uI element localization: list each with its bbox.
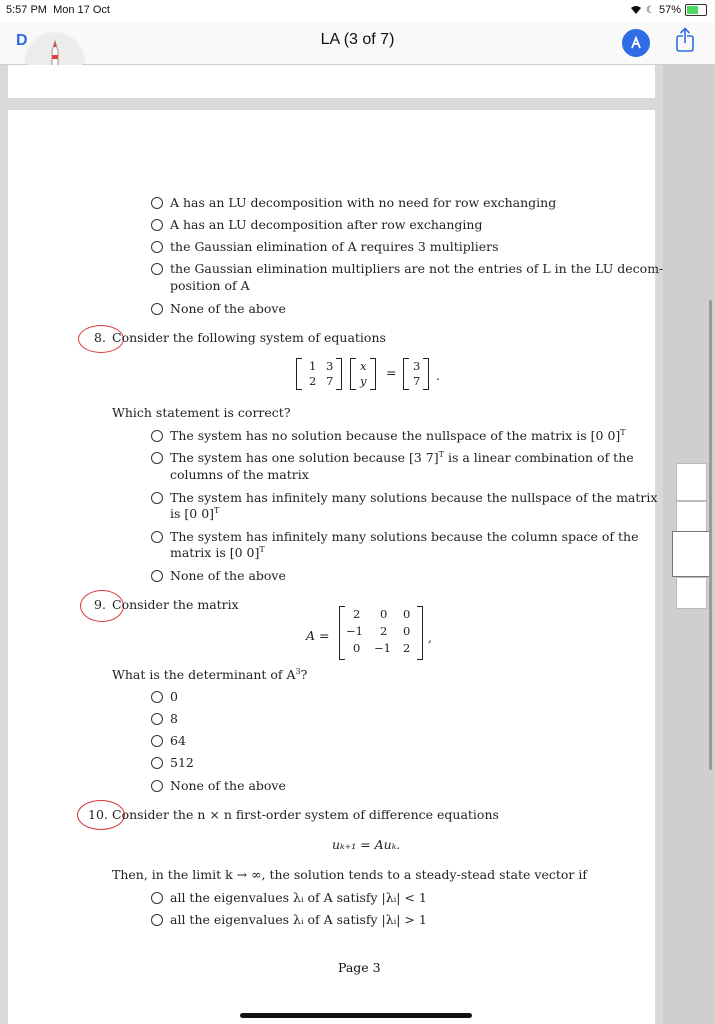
option-text: The system has no solution because the nullspace of the matrix is [0 0]$^T$ bbox=[170, 428, 626, 444]
radio-option[interactable] bbox=[151, 430, 163, 442]
option-text: all the eigenvalues λᵢ of A satisfy |λᵢ| > 1 bbox=[170, 912, 427, 927]
question-prompt: Then, in the limit k → ∞, the solution tends to a steady-stead state vector if bbox=[112, 867, 587, 882]
option-text: 8 bbox=[170, 711, 178, 726]
period: . bbox=[436, 368, 440, 383]
share-button[interactable] bbox=[675, 27, 695, 58]
radio-option[interactable] bbox=[151, 219, 163, 231]
radio-option[interactable] bbox=[151, 780, 163, 792]
battery-icon bbox=[685, 4, 707, 16]
question-text: Consider the following system of equations bbox=[112, 330, 386, 345]
share-icon bbox=[675, 27, 695, 53]
home-indicator[interactable] bbox=[240, 1013, 472, 1018]
equals-sign: = bbox=[386, 365, 397, 380]
page-thumbnail[interactable] bbox=[676, 501, 707, 535]
option-text: A has an LU decomposition after row exchanging bbox=[170, 217, 483, 232]
radio-option[interactable] bbox=[151, 914, 163, 926]
radio-option[interactable] bbox=[151, 452, 163, 464]
matrix-lhs: A = bbox=[306, 628, 330, 643]
pdf-page: A has an LU decomposition with no need for row exchanging A has an LU decomposition after row exchanging the Gaussian elimination of A requires 3 multipliers the Gaussian elimination multipliers are not the entries of L in the LU decom- position of A None of the above 8. Consider the following system of equations 1 3 2 7 x y = 3 7 . Which statement is correct? The system has no solution because the nullspace of the matrix is [0 0]$^T$ The system has one solution because [3 7]$^T$ is a linear combination of the columns of the matrix The system has infinitely many solutions because the nullspace of the matrix is [0 0]$^T$ The system has infinitely many solutions because the column space of the matrix is [0 0]$^T$ None of the above 9. Consider the matrix A = 2 0 0 −1 2 0 0 −1 2 , What is the determinant of $A^3$? 0 8 64 512 None of the above 10. Consider the n × n first-order system of difference equations uₖ₊₁ = Auₖ. Then, in the limit k → ∞, the solution tends to a steady-stead state vector if all the eigenvalues λᵢ of A satisfy |λᵢ| < 1 all the eigenvalues λᵢ of A satisfy |λᵢ| > 1 bbox=[8, 110, 655, 1024]
option-text-cont: matrix is [0 0]$^T$ bbox=[170, 545, 265, 561]
document-title: LA (3 of 7) bbox=[320, 31, 395, 48]
option-text: The system has one solution because [3 7]$^T$ is a linear combination of the bbox=[170, 450, 634, 466]
comma: , bbox=[428, 630, 432, 645]
option-text-cont: is [0 0]$^T$ bbox=[170, 506, 220, 522]
previous-page-edge bbox=[8, 65, 655, 98]
option-text: None of the above bbox=[170, 301, 286, 316]
radio-option[interactable] bbox=[151, 303, 163, 315]
option-text: The system has infinitely many solutions because the nullspace of the matrix bbox=[170, 490, 658, 505]
radio-option[interactable] bbox=[151, 492, 163, 504]
question-prompt: Which statement is correct? bbox=[112, 405, 291, 420]
radio-option[interactable] bbox=[151, 263, 163, 275]
status-right bbox=[630, 4, 707, 16]
difference-equation: uₖ₊₁ = Auₖ. bbox=[332, 837, 401, 852]
page-thumbnail[interactable] bbox=[676, 463, 707, 501]
option-text: A has an LU decomposition with no need for row exchanging bbox=[170, 195, 557, 210]
radio-option[interactable] bbox=[151, 197, 163, 209]
radio-option[interactable] bbox=[151, 241, 163, 253]
radio-option[interactable] bbox=[151, 892, 163, 904]
status-bar bbox=[0, 0, 715, 22]
page-thumbnail[interactable] bbox=[676, 577, 707, 609]
radio-option[interactable] bbox=[151, 713, 163, 725]
wifi-icon bbox=[630, 5, 642, 15]
back-button[interactable]: D bbox=[16, 32, 28, 49]
option-text: The system has infinitely many solutions because the column space of the bbox=[170, 529, 639, 544]
question-number: 10. bbox=[88, 807, 108, 822]
radio-option[interactable] bbox=[151, 757, 163, 769]
question-prompt: What is the determinant of $A^3$? bbox=[112, 667, 308, 683]
page-scrubber[interactable] bbox=[663, 65, 715, 1024]
option-text-cont: position of A bbox=[170, 278, 250, 293]
option-text-cont: columns of the matrix bbox=[170, 467, 309, 482]
markup-icon bbox=[628, 35, 644, 51]
page-label: Page 3 bbox=[338, 960, 381, 975]
page-thumbnail-current[interactable] bbox=[672, 531, 710, 577]
radio-option[interactable] bbox=[151, 570, 163, 582]
question-number: 8. bbox=[94, 330, 106, 345]
option-text: 0 bbox=[170, 689, 178, 704]
option-text: None of the above bbox=[170, 778, 286, 793]
question-number: 9. bbox=[94, 597, 106, 612]
nav-bar bbox=[0, 22, 715, 65]
option-text: 512 bbox=[170, 755, 194, 770]
scroll-indicator[interactable] bbox=[709, 300, 712, 770]
question-text: Consider the matrix bbox=[112, 597, 239, 612]
option-text: None of the above bbox=[170, 568, 286, 583]
markup-button[interactable] bbox=[622, 29, 650, 57]
status-time: 5:57 PM Mon 17 Oct bbox=[6, 4, 110, 16]
radio-option[interactable] bbox=[151, 691, 163, 703]
radio-option[interactable] bbox=[151, 531, 163, 543]
battery-percent: 57% bbox=[658, 4, 681, 16]
moon-icon: ☾ bbox=[646, 4, 655, 16]
option-text: all the eigenvalues λᵢ of A satisfy |λᵢ| < 1 bbox=[170, 890, 427, 905]
option-text: 64 bbox=[170, 733, 186, 748]
question-text: Consider the n × n first-order system of difference equations bbox=[112, 807, 499, 822]
option-text: the Gaussian elimination multipliers are not the entries of L in the LU decom- bbox=[170, 261, 664, 276]
option-text: the Gaussian elimination of A requires 3 multipliers bbox=[170, 239, 499, 254]
radio-option[interactable] bbox=[151, 735, 163, 747]
